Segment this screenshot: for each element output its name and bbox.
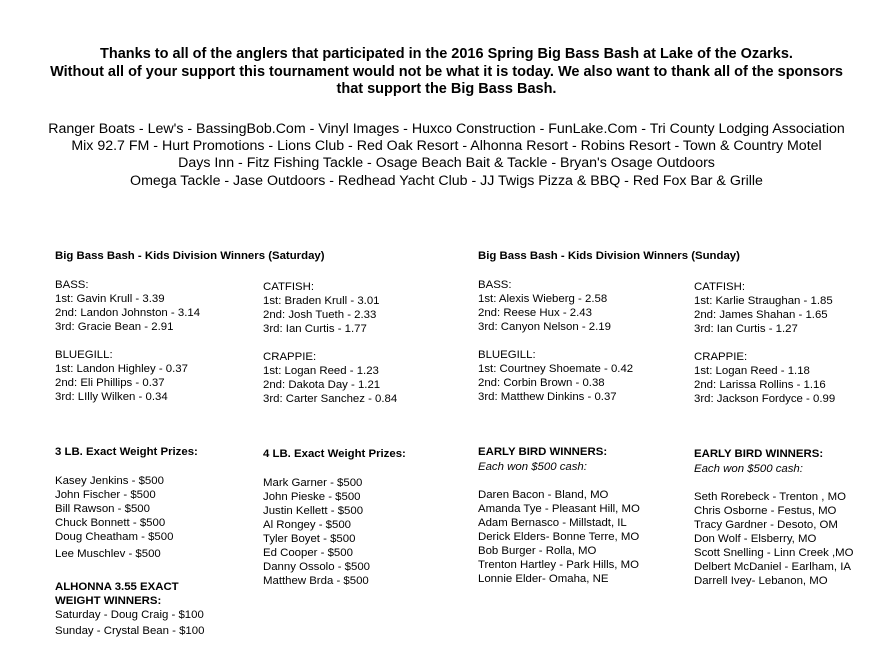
prize-entry: Al Rongey - $500 <box>263 519 352 531</box>
earlybird-2-title: EARLY BIRD WINNERS: <box>694 448 824 460</box>
earlybird-1-subtitle: Each won $500 cash: <box>478 461 587 473</box>
sponsor-line-2: Mix 92.7 FM - Hurt Promotions - Lions Club - Red Oak Resort - Alhonna Resort - Robins Resort - Town & Country Motel <box>71 138 822 155</box>
prize-entry: Doug Cheatham - $500 <box>55 531 174 543</box>
sunday-bluegill <box>478 348 633 404</box>
winner-entry: 2nd: Larissa Rollins - 1.16 <box>694 379 826 391</box>
alhonna-entry: Saturday - Doug Craig - $100 <box>55 609 204 621</box>
category-label: BASS: <box>55 279 89 291</box>
winner-entry: 3rd: Canyon Nelson - 2.19 <box>478 321 611 333</box>
prizes-3lb-list <box>55 474 173 561</box>
earlybird-entry: Lonnie Elder- Omaha, NE <box>478 573 609 585</box>
winner-entry: 3rd: Ian Curtis - 1.77 <box>263 323 367 335</box>
prize-entry: John Fischer - $500 <box>55 489 156 501</box>
winner-entry: 1st: Alexis Wieberg - 2.58 <box>478 293 608 305</box>
winner-entry: 2nd: James Shahan - 1.65 <box>694 309 828 321</box>
winner-entry: 3rd: Ian Curtis - 1.27 <box>694 323 798 335</box>
alhonna-entry: Sunday - Crystal Bean - $100 <box>55 625 205 637</box>
prize-entry: Bill Rawson - $500 <box>55 503 150 515</box>
prize-entry: Ed Cooper - $500 <box>263 547 353 559</box>
alhonna-title-line-1: ALHONNA 3.55 EXACT <box>55 581 179 593</box>
sponsor-list <box>0 121 893 190</box>
winner-entry: 3rd: LIlly Wilken - 0.34 <box>55 391 168 403</box>
sponsor-line-4: Omega Tackle - Jase Outdoors - Redhead Yacht Club - JJ Twigs Pizza & BBQ - Red Fox Bar & Grille <box>130 172 763 189</box>
thanks-line-2: Without all of your support this tournament would not be what it is today. We also want to thank all of the sponsors <box>50 63 843 80</box>
earlybird-1-title: EARLY BIRD WINNERS: <box>478 446 608 458</box>
saturday-title: Big Bass Bash - Kids Division Winners (Saturday) <box>55 250 325 262</box>
winner-entry: 3rd: Gracie Bean - 2.91 <box>55 321 174 333</box>
sunday-title: Big Bass Bash - Kids Division Winners (Sunday) <box>478 250 740 262</box>
thanks-line-3: that support the Big Bass Bash. <box>336 81 557 97</box>
winner-entry: 2nd: Reese Hux - 2.43 <box>478 307 592 319</box>
alhonna-title-line-2: WEIGHT WINNERS: <box>55 595 162 607</box>
winner-entry: 2nd: Josh Tueth - 2.33 <box>263 309 377 321</box>
winner-entry: 3rd: Jackson Fordyce - 0.99 <box>694 393 836 405</box>
alhonna-section <box>55 580 204 638</box>
thanks-paragraph <box>0 46 893 99</box>
prize-entry: Justin Kellett - $500 <box>263 505 364 517</box>
earlybird-entry: Scott Snelling - Linn Creek ,MO <box>694 547 854 559</box>
category-label: CATFISH: <box>263 281 315 293</box>
winner-entry: 3rd: Carter Sanchez - 0.84 <box>263 393 398 405</box>
saturday-bluegill <box>55 348 188 404</box>
sponsor-line-3: Days Inn - Fitz Fishing Tackle - Osage Beach Bait & Tackle - Bryan's Osage Outdoors <box>178 155 715 172</box>
winner-entry: 2nd: Corbin Brown - 0.38 <box>478 377 605 389</box>
prize-entry: Lee Muschlev - $500 <box>55 548 161 560</box>
prize-entry: John Pieske - $500 <box>263 491 361 503</box>
winner-entry: 2nd: Landon Johnston - 3.14 <box>55 307 201 319</box>
winner-entry: 3rd: Matthew Dinkins - 0.37 <box>478 391 617 403</box>
thanks-line-1: Thanks to all of the anglers that participated in the 2016 Spring Big Bass Bash at Lake of the Ozarks. <box>100 46 793 62</box>
prize-entry: Chuck Bonnett - $500 <box>55 517 166 529</box>
earlybird-1-list <box>478 488 640 586</box>
prize-entry: Mark Garner - $500 <box>263 477 363 489</box>
prize-entry: Tyler Boyet - $500 <box>263 533 356 545</box>
category-label: BASS: <box>478 279 512 291</box>
category-label: CATFISH: <box>694 281 746 293</box>
earlybird-2-list <box>694 490 854 588</box>
saturday-bass <box>55 278 200 334</box>
sunday-catfish <box>694 280 833 336</box>
winner-entry: 1st: Braden Krull - 3.01 <box>263 295 380 307</box>
prizes-4lb-list <box>263 476 370 588</box>
prizes-4lb-title: 4 LB. Exact Weight Prizes: <box>263 448 406 460</box>
prize-entry: Matthew Brda - $500 <box>263 575 369 587</box>
winner-entry: 1st: Landon Highley - 0.37 <box>55 363 188 375</box>
winner-entry: 1st: Karlie Straughan - 1.85 <box>694 295 833 307</box>
earlybird-2-subtitle: Each won $500 cash: <box>694 463 803 475</box>
winner-entry: 1st: Logan Reed - 1.18 <box>694 365 810 377</box>
earlybird-entry: Darrell Ivey- Lebanon, MO <box>694 575 828 587</box>
earlybird-entry: Derick Elders- Bonne Terre, MO <box>478 531 640 543</box>
earlybird-entry: Seth Rorebeck - Trenton , MO <box>694 491 846 503</box>
sunday-bass <box>478 278 611 334</box>
earlybird-entry: Tracy Gardner - Desoto, OM <box>694 519 838 531</box>
earlybird-entry: Daren Bacon - Bland, MO <box>478 489 609 501</box>
prizes-3lb-title: 3 LB. Exact Weight Prizes: <box>55 446 198 458</box>
earlybird-entry: Don Wolf - Elsberry, MO <box>694 533 817 545</box>
winner-entry: 1st: Gavin Krull - 3.39 <box>55 293 165 305</box>
sunday-crappie <box>694 350 835 406</box>
winner-entry: 2nd: Eli Phillips - 0.37 <box>55 377 165 389</box>
winner-entry: 1st: Courtney Shoemate - 0.42 <box>478 363 634 375</box>
winner-entry: 2nd: Dakota Day - 1.21 <box>263 379 381 391</box>
category-label: CRAPPIE: <box>694 351 748 363</box>
earlybird-entry: Adam Bernasco - Millstadt, IL <box>478 517 627 529</box>
saturday-catfish <box>263 280 380 336</box>
category-label: CRAPPIE: <box>263 351 317 363</box>
winner-entry: 1st: Logan Reed - 1.23 <box>263 365 379 377</box>
sponsor-line-1: Ranger Boats - Lew's - BassingBob.Com - Vinyl Images - Huxco Construction - FunLake.Com - Tri County Lodging Association <box>48 121 845 137</box>
prize-entry: Kasey Jenkins - $500 <box>55 475 164 487</box>
earlybird-entry: Chris Osborne - Festus, MO <box>694 505 837 517</box>
category-label: BLUEGILL: <box>55 349 113 361</box>
saturday-crappie <box>263 350 397 406</box>
earlybird-entry: Trenton Hartley - Park Hills, MO <box>478 559 639 571</box>
earlybird-entry: Amanda Tye - Pleasant Hill, MO <box>478 503 640 515</box>
prize-entry: Danny Ossolo - $500 <box>263 561 371 573</box>
category-label: BLUEGILL: <box>478 349 536 361</box>
earlybird-entry: Bob Burger - Rolla, MO <box>478 545 597 557</box>
earlybird-entry: Delbert McDaniel - Earlham, IA <box>694 561 851 573</box>
